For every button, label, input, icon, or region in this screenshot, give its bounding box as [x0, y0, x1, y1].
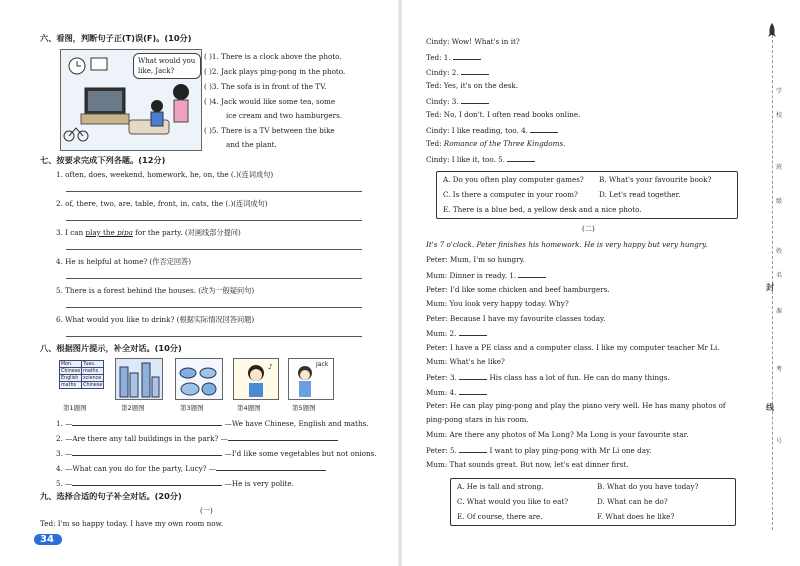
dialog2-line-11: Peter: He can play ping-pong and play the piano very well. He has many photos of — [426, 401, 726, 410]
option-2c: C. What would you like to eat? — [457, 497, 569, 506]
dialog-8-2: 2. —Are there any tall buildings in the park? — — [56, 433, 338, 443]
question-7-5: 5. There is a forest behind the houses. (改为一般疑问句) — [56, 286, 255, 295]
options-box-1 — [436, 171, 738, 219]
part-2-label: (二) — [582, 224, 595, 233]
tf-item-1: ( )1. There is a clock above the photo. — [204, 52, 342, 61]
dialog-8-4: 4. —What can you do for the party, Lucy? — — [56, 463, 326, 473]
margin-char-3: 班 — [776, 164, 783, 171]
margin-char-8: 准 — [776, 308, 783, 315]
dialog1-line-4: Ted: Yes, it's on the desk. — [426, 81, 519, 90]
dialog2-line-5: Peter: Because I have my favourite classes today. — [426, 314, 606, 323]
dialog1-line-5: Cindy: 3. — [426, 96, 489, 106]
buildings-illustration — [116, 359, 162, 399]
jack-picture — [288, 358, 334, 400]
tf-item-4-cont: ice cream and two hamburgers. — [226, 111, 343, 120]
dialog2-line-12: ping-pong stars in his room. — [426, 415, 529, 424]
tf-item-2: ( )2. Jack plays ping-pong in the photo. — [204, 67, 346, 76]
question-7-3: 3. I can play the pipa for the party. (对画线部分提问) — [56, 228, 241, 237]
binding-line — [772, 30, 773, 530]
question-7-4: 4. He is helpful at home? (作否定回答) — [56, 257, 192, 266]
vegetables-illustration — [176, 359, 222, 399]
option-1b: B. What's your favourite book? — [599, 175, 712, 184]
tf-item-5-cont: and the plant. — [226, 140, 277, 149]
park-picture — [115, 358, 163, 400]
tf-item-3: ( )3. The sofa is in front of the TV. — [204, 82, 327, 91]
dialog1-line-3: Cindy: 2. — [426, 67, 489, 77]
dialog2-line-13: Mum: Are there any photos of Ma Long? Ma Long is your favourite star. — [426, 430, 689, 439]
margin-char-2: 校 — [776, 112, 783, 119]
section-9-title: 九、选择合适的句子补全对话。(20分) — [40, 491, 182, 501]
option-2a: A. He is tall and strong. — [457, 482, 544, 491]
margin-char-4: 级 — [776, 198, 783, 205]
ted-line: Ted: I'm so happy today. I have my own room now. — [40, 519, 224, 528]
intro-line: It's 7 o'clock. Peter finishes his homework. He is very happy but very hungry. — [426, 240, 708, 249]
rocket-icon — [766, 22, 778, 38]
dialog2-line-15: Mum: That sounds great. But now, let's eat dinner first. — [426, 460, 629, 469]
question-7-2: 2. of, there, two, are, table, front, in, cats, the (.)(连词成句) — [56, 199, 268, 208]
vegetables-picture — [175, 358, 223, 400]
tf-item-5: ( )5. There is a TV between the bike — [204, 126, 335, 135]
section-8-title: 八、根据图片提示，补全对话。(10分) — [40, 343, 182, 353]
option-1c: C. Is there a computer in your room? — [443, 190, 578, 199]
tf-item-4: ( )4. Jack would like some tea, some — [204, 97, 336, 106]
dialog2-line-8: Mum: What's he like? — [426, 357, 505, 366]
dialog2-line-6: Mum: 2. — [426, 328, 487, 338]
caption-5: 第5题图 — [292, 404, 316, 412]
girl-singing-picture — [233, 358, 279, 400]
option-1d: D. Let's read together. — [599, 190, 681, 199]
dialog-8-3: 3. — —I'd like some vegetables but not onions. — [56, 449, 377, 458]
caption-4: 第4题图 — [237, 404, 261, 412]
section-6-title: 六、看图，判断句子正(T)误(F)。(10分) — [40, 33, 192, 43]
answer-line — [66, 191, 362, 192]
answer-line — [66, 278, 362, 279]
dialog1-line-7: Cindy: I like reading, too. 4. — [426, 125, 558, 135]
dialog2-line-14: Peter: 5. I want to play ping-pong with Mr Li one day. — [426, 446, 652, 455]
margin-char-7: 封 — [766, 283, 774, 292]
dialog1-line-2: Ted: 1. — [426, 52, 481, 62]
dialog2-line-3: Peter: I'd like some chicken and beef hamburgers. — [426, 285, 610, 294]
page-number: 34 — [34, 534, 62, 545]
dialog2-line-10: Mum: 4. — [426, 387, 487, 397]
option-2d: D. What can he do? — [597, 497, 668, 506]
speech-bubble: What would you like, Jack? — [133, 53, 201, 79]
caption-1: 第1题图 — [63, 404, 87, 412]
option-2b: B. What do you have today? — [597, 482, 699, 491]
dialog2-line-1: Peter: Mum, I'm so hungry. — [426, 255, 525, 264]
dialog1-line-1: Cindy: Wow! What's in it? — [426, 37, 520, 46]
margin-char-11: 号 — [776, 438, 783, 445]
caption-3: 第3题图 — [180, 404, 204, 412]
answer-line — [66, 249, 362, 250]
dialog2-line-9: Peter: 3. His class has a lot of fun. He can do many things. — [426, 373, 670, 382]
dialog1-line-8: Ted: Romance of the Three Kingdoms. — [426, 139, 566, 148]
timetable: Mon. Tues. Chinese maths English science maths Chinese — [61, 361, 103, 388]
option-2e: E. Of course, there are. — [457, 512, 543, 521]
jack-label: Jack — [316, 361, 329, 368]
dialog-8-5: 5. — —He is very polite. — [56, 479, 294, 488]
question-7-1: 1. often, does, weekend, homework, he, on, the (.)(连词成句) — [56, 170, 274, 179]
girl-illustration — [234, 359, 278, 399]
margin-char-1: 学 — [776, 88, 783, 95]
margin-char-10: 线 — [766, 403, 774, 412]
margin-char-9: 考 — [776, 366, 783, 373]
dialog1-line-6: Ted: No, I don't. I often read books online. — [426, 110, 581, 119]
dialog1-line-9: Cindy: I like it, too. 5. — [426, 154, 535, 164]
right-page — [400, 0, 800, 566]
answer-line — [66, 220, 362, 221]
dialog-8-1: 1. — —We have Chinese, English and maths. — [56, 419, 369, 428]
answer-line — [66, 336, 362, 337]
section-7-title: 七、按要求完成下列各题。(12分) — [40, 155, 166, 165]
dialog2-line-4: Mum: You look very happy today. Why? — [426, 299, 569, 308]
margin-char-6: 名 — [776, 272, 783, 279]
option-1e: E. There is a blue bed, a yellow desk and a nice photo. — [443, 205, 642, 214]
dialog2-line-7: Peter: I have a PE class and a computer class. I like my computer teacher Mr Li. — [426, 343, 720, 352]
answer-line — [66, 307, 362, 308]
options-box-2 — [450, 478, 736, 526]
caption-2: 第2题图 — [121, 404, 145, 412]
dialog2-line-2: Mum: Dinner is ready. 1. — [426, 270, 546, 280]
option-1a: A. Do you often play computer games? — [443, 175, 584, 184]
question-7-6: 6. What would you like to drink? (根据实际情况回答问题) — [56, 315, 255, 324]
part-1-label: (一) — [200, 506, 213, 515]
margin-char-5: 姓 — [776, 248, 783, 255]
svg-text:♪: ♪ — [268, 363, 273, 371]
option-2f: F. What does he like? — [597, 512, 675, 521]
